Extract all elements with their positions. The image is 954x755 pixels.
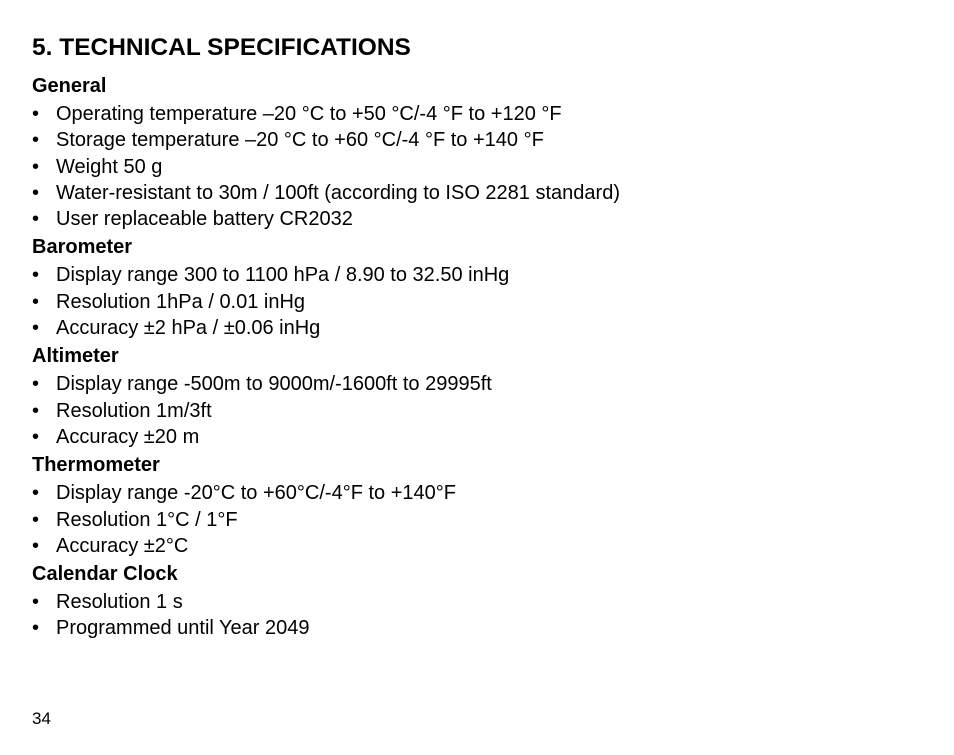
list-item-text: Display range -20°C to +60°C/-4°F to +140°F xyxy=(56,482,456,505)
bullet-icon: • xyxy=(32,264,40,287)
bullet-icon: • xyxy=(32,129,40,152)
list-item-text: Storage temperature –20 °C to +60 °C/-4 °F to +140 °F xyxy=(56,129,544,152)
list-item-text: Accuracy ±20 m xyxy=(56,425,200,448)
spec-list xyxy=(32,371,912,450)
list-item-text: Display range 300 to 1100 hPa / 8.90 to 32.50 inHg xyxy=(56,264,510,287)
list-item xyxy=(32,424,912,450)
spec-list xyxy=(32,589,912,642)
list-item xyxy=(32,615,912,641)
list-item xyxy=(32,289,912,315)
section-heading: Barometer xyxy=(32,236,133,259)
section-barometer xyxy=(32,232,912,341)
list-item xyxy=(32,398,912,424)
list-item-text: Operating temperature –20 °C to +50 °C/-4 °F to +120 °F xyxy=(56,103,562,125)
page-number: 34 xyxy=(32,709,51,728)
spec-list xyxy=(32,480,912,559)
bullet-icon: • xyxy=(32,482,40,505)
list-item-text: Resolution 1hPa / 0.01 inHg xyxy=(56,290,306,313)
bullet-icon: • xyxy=(32,617,40,640)
section-thermometer xyxy=(32,450,912,559)
list-item xyxy=(32,127,912,153)
bullet-icon: • xyxy=(32,425,40,448)
section-altimeter xyxy=(32,341,912,450)
list-item xyxy=(32,507,912,533)
list-item xyxy=(32,101,912,127)
bullet-icon: • xyxy=(32,508,40,531)
list-item-text: Programmed until Year 2049 xyxy=(56,617,310,640)
bullet-icon: • xyxy=(32,208,40,231)
bullet-icon: • xyxy=(32,317,40,340)
bullet-icon: • xyxy=(32,591,40,614)
list-item-text: Accuracy ±2 hPa / ±0.06 inHg xyxy=(56,317,321,340)
section-general xyxy=(32,71,912,232)
list-item-text: Accuracy ±2°C xyxy=(56,534,189,557)
spec-list xyxy=(32,101,912,232)
list-item-text: Water-resistant to 30m / 100ft (according to ISO 2281 standard) xyxy=(56,181,620,204)
list-item-text: Resolution 1 s xyxy=(56,591,183,614)
page-title: 5. TECHNICAL SPECIFICATIONS xyxy=(32,34,411,61)
list-item-text: Display range -500m to 9000m/-1600ft to 29995ft xyxy=(56,373,492,396)
list-item-text: User replaceable battery CR2032 xyxy=(56,208,353,231)
specifications-content xyxy=(32,71,912,642)
bullet-icon: • xyxy=(32,373,40,396)
list-item xyxy=(32,589,912,615)
list-item-text: Resolution 1°C / 1°F xyxy=(56,508,238,531)
section-heading: General xyxy=(32,75,107,97)
list-item xyxy=(32,480,912,506)
list-item xyxy=(32,371,912,397)
list-item xyxy=(32,315,912,341)
list-item xyxy=(32,206,912,232)
section-calendar-clock xyxy=(32,559,912,642)
section-heading: Calendar Clock xyxy=(32,563,178,586)
list-item xyxy=(32,180,912,206)
bullet-icon: • xyxy=(32,399,40,422)
list-item-text: Resolution 1m/3ft xyxy=(56,399,212,422)
bullet-icon: • xyxy=(32,534,40,557)
list-item xyxy=(32,262,912,288)
section-heading: Thermometer xyxy=(32,454,160,477)
list-item xyxy=(32,154,912,180)
bullet-icon: • xyxy=(32,155,40,178)
section-heading: Altimeter xyxy=(32,345,119,368)
spec-list xyxy=(32,262,912,341)
list-item-text: Weight 50 g xyxy=(56,155,163,178)
bullet-icon: • xyxy=(32,181,40,204)
bullet-icon: • xyxy=(32,290,40,313)
bullet-icon: • xyxy=(32,103,40,125)
list-item xyxy=(32,533,912,559)
